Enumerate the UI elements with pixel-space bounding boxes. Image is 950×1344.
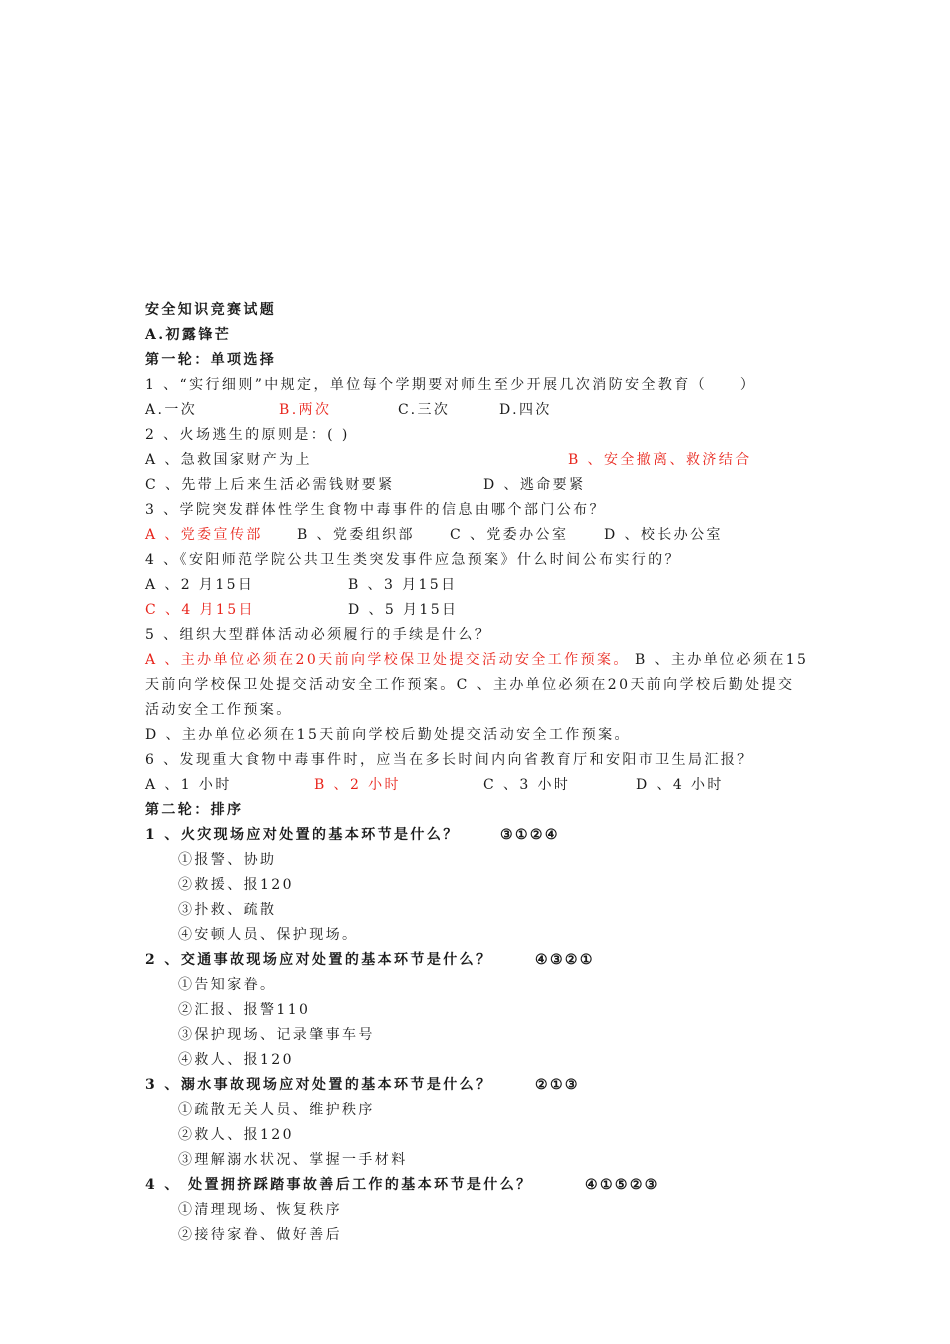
sort-answer: ④③②① <box>535 952 595 968</box>
sort-question-text: 2 、交通事故现场应对处置的基本环节是什么？ <box>145 952 493 968</box>
sort-answer: ④①⑤②③ <box>585 1177 660 1193</box>
sort-item: ①清理现场、恢复秩序 <box>178 1202 342 1218</box>
sort-question-2 <box>145 951 805 969</box>
round2-heading: 第二轮：排序 <box>145 802 244 818</box>
sort-item: ②汇报、报警110 <box>178 1002 311 1018</box>
sort-item: ②救人、报120 <box>178 1127 294 1143</box>
question-5-options-line3: 活动安全工作预案。 <box>145 702 293 718</box>
option-c-answer: C 、4 月15日 <box>145 602 255 618</box>
option-a: A.一次 <box>145 402 198 418</box>
option-c: C 、先带上后来生活必需钱财要紧 <box>145 477 395 493</box>
option-b-answer: B 、2 小时 <box>314 777 401 793</box>
question-2: 2 、火场逃生的原则是：( ) <box>145 427 350 443</box>
question-2-options-row2 <box>145 476 805 494</box>
sort-question-text: 1 、火灾现场应对处置的基本环节是什么？ <box>145 827 460 843</box>
option-b-answer: B 、安全撤离、救济结合 <box>568 452 752 468</box>
question-4-options-row1 <box>145 576 805 594</box>
question-5-option-d: D 、主办单位必须在15天前向学校后勤处提交活动安全工作预案。 <box>145 727 631 743</box>
sort-question-3 <box>145 1076 805 1094</box>
option-b: B 、3 月15日 <box>348 577 458 593</box>
question-5-options-line1 <box>145 651 809 669</box>
option-b: B 、党委组织部 <box>297 527 415 543</box>
option-d: D.四次 <box>499 402 552 418</box>
sort-item: ②接待家眷、做好善后 <box>178 1227 342 1243</box>
question-6: 6 、发现重大食物中毒事件时，应当在多长时间内向省教育厅和安阳市卫生局汇报？ <box>145 752 754 768</box>
sort-item: ③理解溺水状况、掌握一手材料 <box>178 1152 408 1168</box>
option-c: C.三次 <box>398 402 451 418</box>
option-d: D 、校长办公室 <box>604 527 723 543</box>
question-6-options <box>145 776 805 794</box>
sort-item: ①告知家眷。 <box>178 977 277 993</box>
question-4-options-row2 <box>145 601 805 619</box>
question-3-options <box>145 526 805 544</box>
option-d: D 、4 小时 <box>636 777 724 793</box>
option-b: B 、主办单位必须在15 <box>635 652 809 668</box>
question-4: 4 、《安阳师范学院公共卫生类突发事件应急预案》什么时间公布实行的？ <box>145 552 681 568</box>
sort-item: ④安顿人员、保护现场。 <box>178 927 359 943</box>
option-c: C 、3 小时 <box>483 777 571 793</box>
question-5-options-line2: 天前向学校保卫处提交活动安全工作预案。C 、主办单位必须在20天前向学校后勤处提交 <box>145 677 795 693</box>
sort-question-text: 4 、 处置拥挤踩踏事故善后工作的基本环节是什么？ <box>145 1177 533 1193</box>
option-a: A 、1 小时 <box>145 777 232 793</box>
sort-question-4 <box>145 1176 805 1194</box>
option-a: A 、2 月15日 <box>145 577 255 593</box>
round1-heading: 第一轮：单项选择 <box>145 352 277 368</box>
sort-item: ③保护现场、记录肇事车号 <box>178 1027 375 1043</box>
sort-item: ①疏散无关人员、维护秩序 <box>178 1102 375 1118</box>
option-c: C 、党委办公室 <box>450 527 569 543</box>
sort-item: ④救人、报120 <box>178 1052 294 1068</box>
sort-item: ②救援、报120 <box>178 877 294 893</box>
section-heading: A.初露锋芒 <box>145 327 232 343</box>
document-title: 安全知识竞赛试题 <box>145 302 277 318</box>
question-1-options <box>145 401 845 419</box>
option-d: D 、逃命要紧 <box>483 477 586 493</box>
option-a-answer: A 、党委宣传部 <box>145 527 263 543</box>
sort-item: ③扑救、疏散 <box>178 902 277 918</box>
question-5: 5 、组织大型群体活动必须履行的手续是什么？ <box>145 627 492 643</box>
option-b-answer: B.两次 <box>279 402 332 418</box>
sort-question-1 <box>145 826 805 844</box>
sort-question-text: 3 、溺水事故现场应对处置的基本环节是什么？ <box>145 1077 493 1093</box>
option-a-answer: A 、主办单位必须在20天前向学校保卫处提交活动安全工作预案。 <box>145 652 630 668</box>
question-1: 1 、“实行细则”中规定，单位每个学期要对师生至少开展几次消防安全教育（ ） <box>145 377 757 393</box>
option-a: A 、急救国家财产为上 <box>145 452 312 468</box>
sort-item: ①报警、协助 <box>178 852 277 868</box>
sort-answer: ③①②④ <box>500 827 560 843</box>
sort-answer: ②①③ <box>535 1077 580 1093</box>
option-d: D 、5 月15日 <box>348 602 459 618</box>
question-2-options-row1 <box>145 451 805 469</box>
question-3: 3 、学院突发群体性学生食物中毒事件的信息由哪个部门公布？ <box>145 502 606 518</box>
